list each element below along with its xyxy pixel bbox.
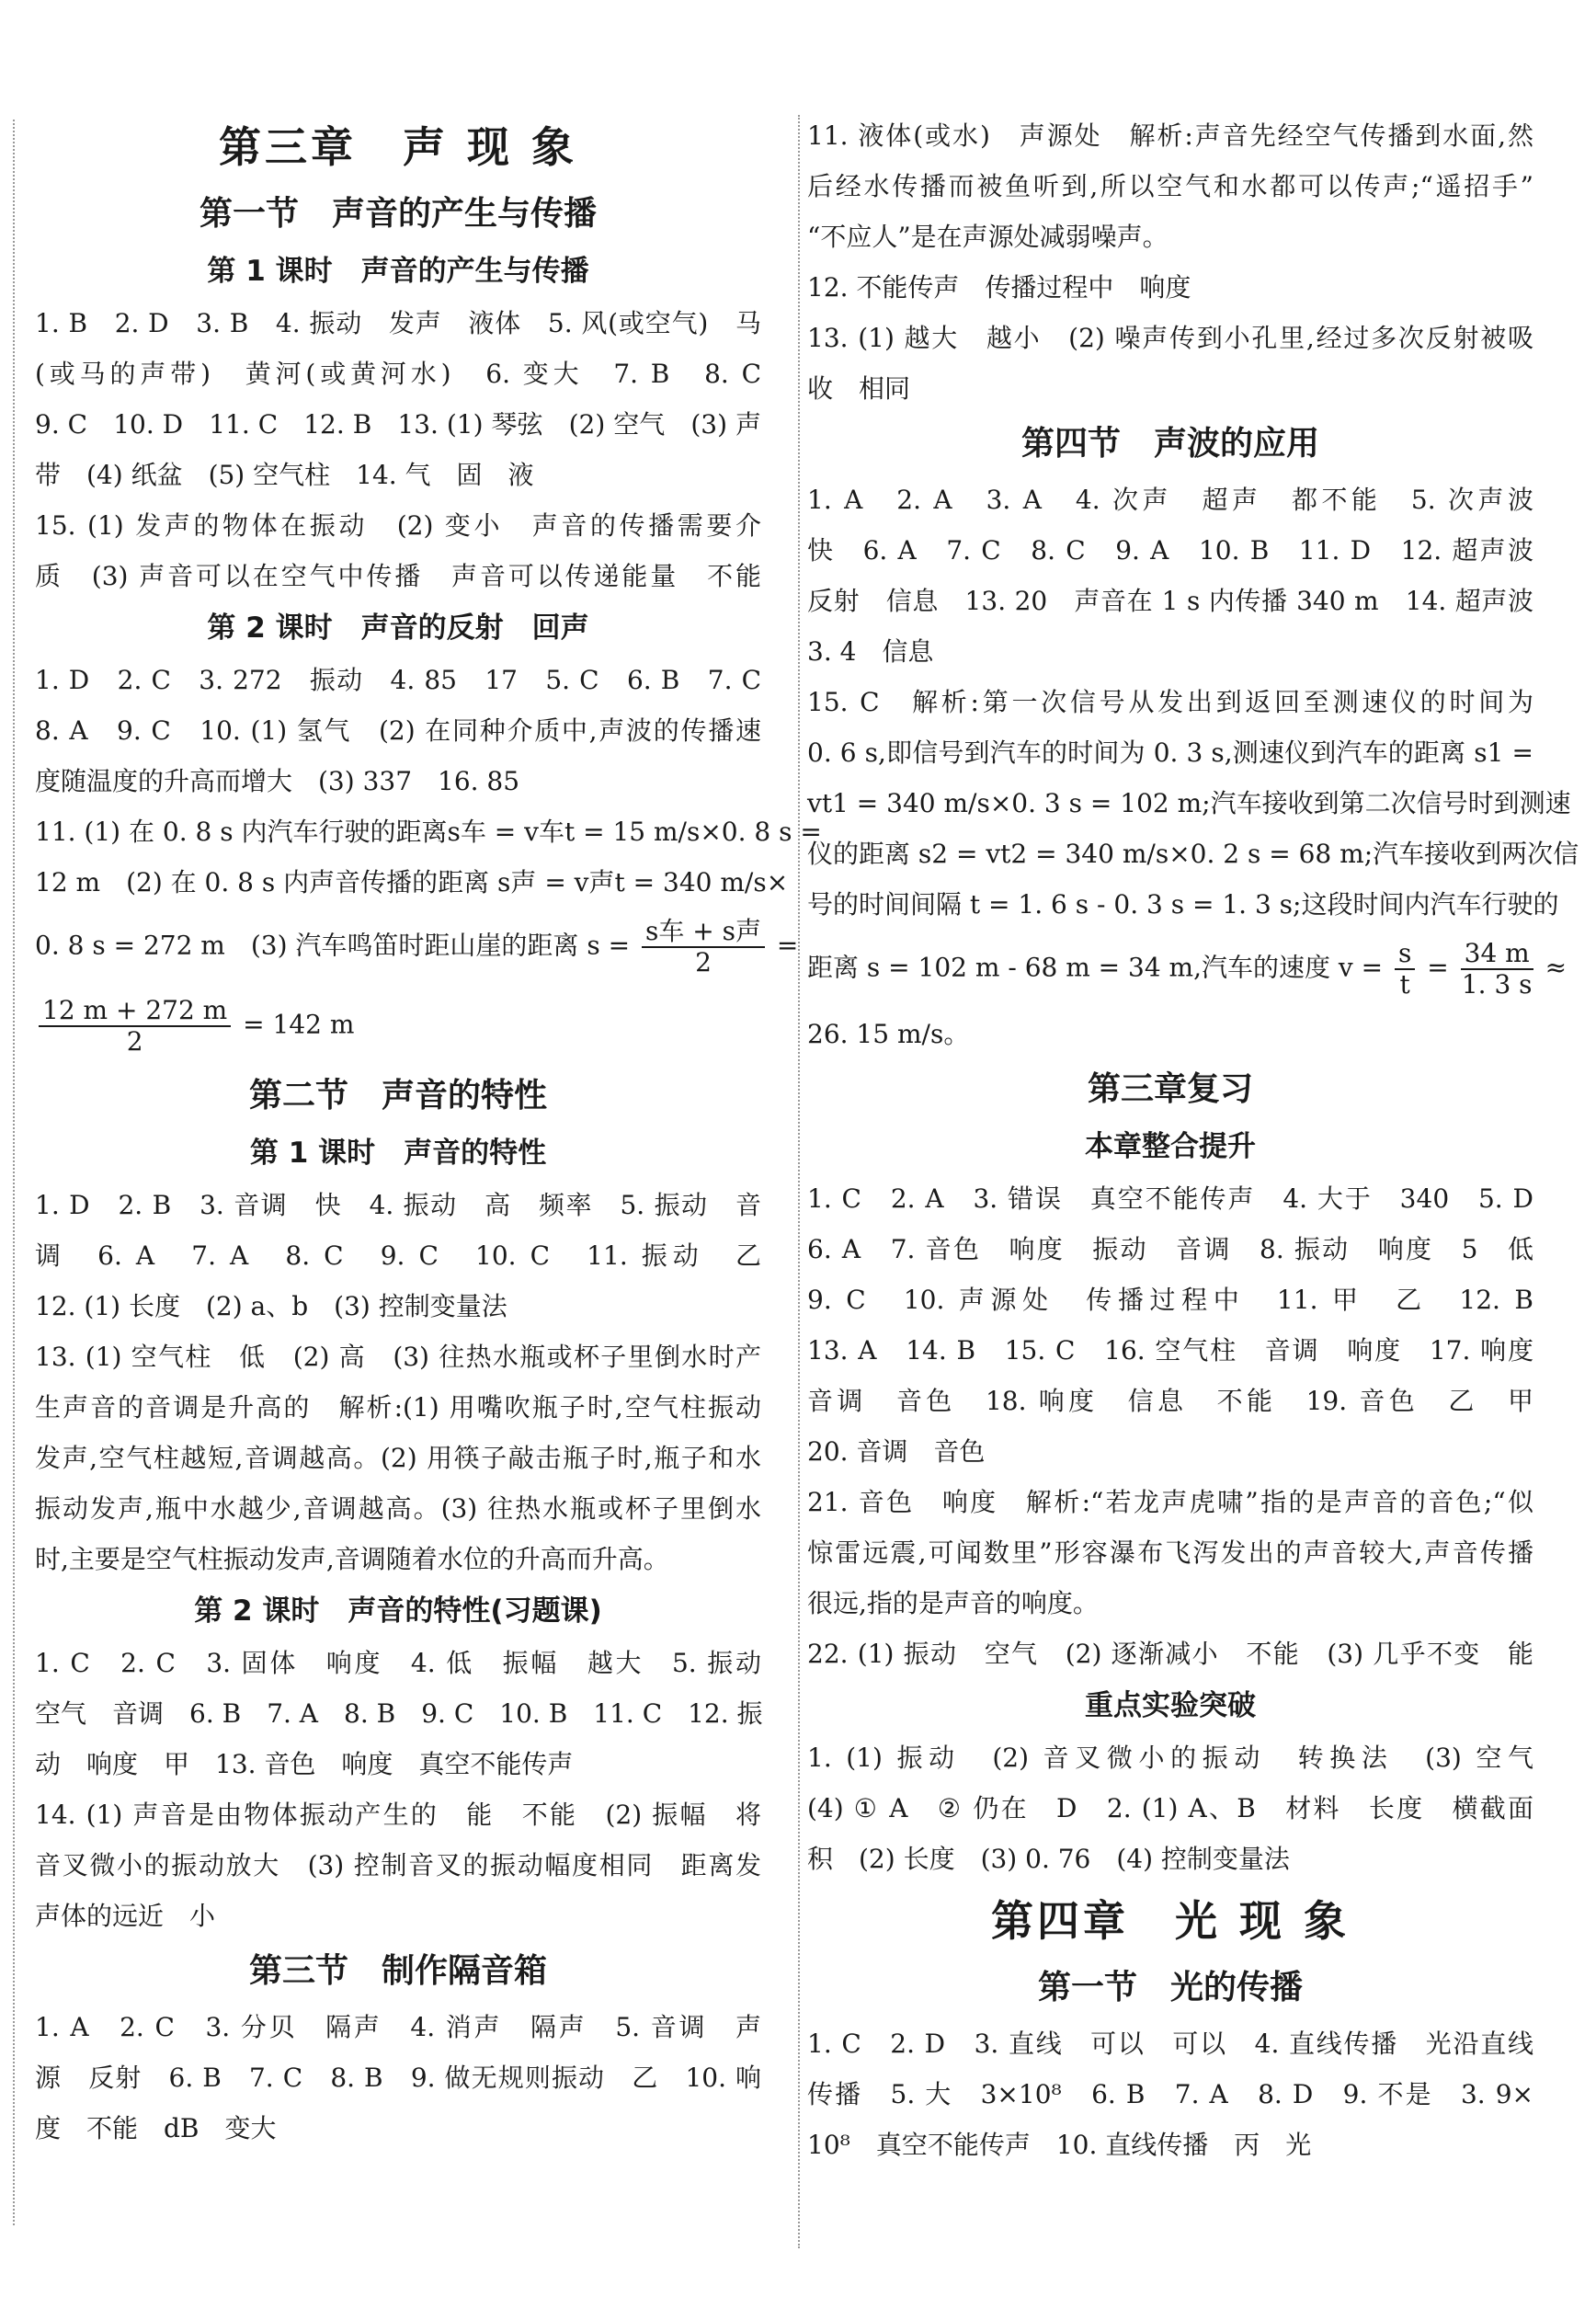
answer-line: 20. 音调 音色: [807, 1436, 986, 1467]
formula-line: [807, 930, 1568, 1009]
lesson-2-title: 第 2 课时 声音的反射 回声: [207, 611, 589, 645]
answer-line: vt1 = 340 m/s×0. 3 s = 102 m;汽车接收到第二次信号时到测速: [807, 788, 1571, 818]
right-column: [807, 110, 1579, 2170]
answer-line: 调 6. A 7. A 8. C 9. C 10. C 11. 振动 乙: [35, 1240, 761, 1271]
section-4-title: 第四节 声波的应用: [1020, 425, 1319, 463]
answer-line: 源 反射 6. B 7. C 8. B 9. 做无规则振动 乙 10. 响: [35, 2063, 761, 2093]
answer-line: (4) ① A ② 仍在 D 2. (1) A、B 材料 长度 横截面: [807, 1793, 1533, 1823]
answer-line: 1. D 2. B 3. 音调 快 4. 振动 高 频率 5. 振动 音: [35, 1190, 761, 1220]
answer-line: 度 不能 dB 变大: [35, 2113, 277, 2143]
review-integration-title: 本章整合提升: [1085, 1130, 1256, 1163]
answer-line: 8. A 9. C 10. (1) 氢气 (2) 在同种介质中,声波的传播速: [35, 715, 761, 746]
answer-line: 15. C 解析:第一次信号从发出到返回至测速仪的时间为: [807, 687, 1533, 717]
fraction-numerator: s车 + s声: [642, 917, 765, 948]
formula-line: [35, 908, 799, 987]
section-4-answers: [807, 474, 1579, 1059]
equals-sign: =: [1427, 952, 1449, 983]
answer-line: 传播 5. 大 3×10⁸ 6. B 7. A 8. D 9. 不是 3. 9×: [807, 2079, 1533, 2109]
lesson-2-answers: [35, 655, 822, 1066]
fraction: [642, 917, 765, 977]
answer-line: 22. (1) 振动 空气 (2) 逐渐减小 不能 (3) 几乎不变 能: [807, 1639, 1533, 1669]
section-1-title: 第一节 声音的产生与传播: [199, 195, 597, 233]
answer-line: 0. 6 s,即信号到汽车的时间为 0. 3 s,测速仪到汽车的距离 s1 =: [807, 737, 1533, 768]
q11-text: 11. (1) 在 0. 8 s 内汽车行驶的距离: [35, 817, 448, 847]
answer-line: 14. (1) 声音是由物体振动产生的 能 不能 (2) 振幅 将: [35, 1800, 761, 1830]
fraction: [39, 996, 231, 1057]
column-divider: [798, 115, 800, 2248]
fraction-numerator: 12 m + 272 m: [39, 996, 231, 1027]
chapter-4-section-1-answers: [807, 2018, 1533, 2170]
formula-text: 距离 s = 102 m - 68 m = 34 m,汽车的速度 v =: [807, 952, 1384, 983]
chapter-4-title: 第四章 光 现 象: [990, 1896, 1351, 1946]
answer-line: 1. C 2. D 3. 直线 可以 可以 4. 直线传播 光沿直线: [807, 2029, 1533, 2059]
q11-formula: s车 = v车t = 15 m/s×0. 8 s =: [447, 817, 822, 847]
answer-line: 6. A 7. 音色 响度 振动 音调 8. 振动 响度 5 低: [807, 1234, 1533, 1264]
answer-line: 反射 信息 13. 20 声音在 1 s 内传播 340 m 14. 超声波: [807, 586, 1533, 616]
section-2-lesson-1-title: 第 1 课时 声音的特性: [249, 1137, 547, 1170]
answer-line: 音调 音色 18. 响度 信息 不能 19. 音色 乙 甲: [807, 1386, 1533, 1416]
answer-line: 快 6. A 7. C 8. C 9. A 10. B 11. D 12. 超声波: [807, 535, 1533, 566]
answer-line: 1. B 2. D 3. B 4. 振动 发声 液体 5. 风(或空气) 马: [35, 308, 761, 338]
formula-result: = 142 m: [243, 1009, 355, 1040]
chapter-3-title: 第三章 声 现 象: [218, 122, 578, 172]
answer-line: 9. C 10. 声源处 传播过程中 11. 甲 乙 12. B: [807, 1285, 1533, 1315]
answer-line: 9. C 10. D 11. C 12. B 13. (1) 琴弦 (2) 空气 (3) 声: [35, 409, 761, 440]
answer-line: 发声,空气柱越短,音调越高。(2) 用筷子敲击瓶子时,瓶子和水: [35, 1443, 761, 1473]
fraction-numerator: s: [1395, 939, 1415, 970]
fraction: [1461, 939, 1533, 1000]
section-2-lesson-2-title: 第 2 课时 声音的特性(习题课): [194, 1594, 602, 1628]
equals-sign: =: [776, 930, 799, 961]
answer-line: 1. D 2. C 3. 272 振动 4. 85 17 5. C 6. B 7. C: [35, 665, 761, 695]
lesson-1-answers: [35, 298, 761, 601]
answer-line: “不应人”是在声源处减弱噪声。: [807, 222, 1168, 252]
answer-line: 1. (1) 振动 (2) 音叉微小的振动 转换法 (3) 空气: [807, 1743, 1533, 1773]
answer-line: 生声音的音调是升高的 解析:(1) 用嘴吹瓶子时,空气柱振动: [35, 1392, 761, 1423]
formula-text: 0. 8 s = 272 m (3) 汽车鸣笛时距山崖的距离 s =: [35, 930, 631, 961]
answer-line: 1. C 2. A 3. 错误 真空不能传声 4. 大于 340 5. D: [807, 1183, 1533, 1214]
answer-line: 13. A 14. B 15. C 16. 空气柱 音调 响度 17. 响度: [807, 1335, 1533, 1366]
answer-line: 12. 不能传声 传播过程中 响度: [807, 272, 1191, 303]
experiment-answers: [807, 1732, 1533, 1884]
answer-line: 12 m (2) 在 0. 8 s 内声音传播的距离 s声 = v声t = 340 m/s×: [35, 867, 789, 897]
answer-line: 11. 液体(或水) 声源处 解析:声音先经空气传播到水面,然: [807, 120, 1533, 151]
answer-line: 声体的远近 小: [35, 1901, 216, 1931]
answer-line: 仪的距离 s2 = vt2 = 340 m/s×0. 2 s = 68 m;汽车接收到两次信: [807, 839, 1579, 869]
answer-line: 13. (1) 空气柱 低 (2) 高 (3) 往热水瓶或杯子里倒水时产: [35, 1342, 761, 1372]
section-2-title: 第二节 声音的特性: [248, 1077, 547, 1114]
answer-line: 1. A 2. C 3. 分贝 隔声 4. 消声 隔声 5. 音调 声: [35, 2012, 761, 2042]
section-3-answers: [35, 2002, 761, 2154]
fraction-numerator: 34 m: [1461, 939, 1533, 970]
answer-line: 时,主要是空气柱振动发声,音调随着水位的升高而升高。: [35, 1544, 669, 1574]
answer-line: 质 (3) 声音可以在空气中传播 声音可以传递能量 不能: [35, 561, 761, 591]
answer-line: 带 (4) 纸盆 (5) 空气柱 14. 气 固 液: [35, 460, 534, 490]
answer-line: 26. 15 m/s。: [807, 1019, 970, 1049]
formula-line: [35, 987, 761, 1066]
section-2-lesson-2-answers: [35, 1638, 761, 1941]
answer-line: 很远,指的是声音的响度。: [807, 1588, 1099, 1618]
answer-line: 12. (1) 长度 (2) a、b (3) 控制变量法: [35, 1291, 507, 1321]
review-answers: [807, 1173, 1533, 1679]
answer-line: 度随温度的升高而增大 (3) 337 16. 85: [35, 766, 520, 796]
fraction-denominator: 1. 3 s: [1461, 969, 1533, 1000]
section-2-lesson-1-answers: [35, 1180, 761, 1584]
answer-line: (或马的声带) 黄河(或黄河水) 6. 变大 7. B 8. C: [35, 359, 761, 389]
fraction-denominator: t: [1399, 969, 1410, 1000]
answer-line: 3. 4 信息: [807, 636, 934, 667]
answer-line: 振动发声,瓶中水越少,音调越高。(3) 往热水瓶或杯子里倒水: [35, 1493, 761, 1524]
answer-line: 动 响度 甲 13. 音色 响度 真空不能传声: [35, 1749, 574, 1779]
fraction: [1395, 939, 1415, 1000]
left-column: [35, 110, 822, 2154]
answer-line: 积 (2) 长度 (3) 0. 76 (4) 控制变量法: [807, 1844, 1290, 1874]
section-3-title: 第三节 制作隔音箱: [248, 1952, 547, 1990]
answer-line: 1. C 2. C 3. 固体 响度 4. 低 振幅 越大 5. 振动: [35, 1648, 761, 1678]
answer-line: 惊雷远震,可闻数里”形容瀑布飞泻发出的声音较大,声音传播: [807, 1537, 1533, 1568]
answer-line: 21. 音色 响度 解析:“若龙声虎啸”指的是声音的音色;“似: [807, 1487, 1533, 1517]
approx-sign: ≈: [1545, 952, 1568, 983]
key-experiments-title: 重点实验突破: [1085, 1689, 1256, 1722]
answer-line: 13. (1) 越大 越小 (2) 噪声传到小孔里,经过多次反射被吸: [807, 323, 1533, 353]
left-margin-rule: [13, 120, 15, 2225]
fraction-denominator: 2: [695, 947, 712, 977]
answer-line: 音叉微小的振动放大 (3) 控制音叉的振动幅度相同 距离发: [35, 1850, 761, 1880]
answer-line: 10⁸ 真空不能传声 10. 直线传播 丙 光: [807, 2130, 1312, 2160]
answer-line: 号的时间间隔 t = 1. 6 s - 0. 3 s = 1. 3 s;这段时间内汽车行驶的: [807, 889, 1559, 920]
chapter-3-review-title: 第三章复习: [1087, 1070, 1253, 1108]
answer-line: 收 相同: [807, 373, 911, 404]
answer-line: 15. (1) 发声的物体在振动 (2) 变小 声音的传播需要介: [35, 510, 761, 541]
fraction-denominator: 2: [126, 1026, 143, 1057]
chapter-4-section-1-title: 第一节 光的传播: [1037, 1969, 1303, 2006]
answer-line: 后经水传播而被鱼听到,所以空气和水都可以传声;“遥招手”: [807, 171, 1533, 201]
answer-line: 空气 音调 6. B 7. A 8. B 9. C 10. B 11. C 12. 振: [35, 1698, 763, 1729]
section-3-continued-answers: [807, 110, 1533, 414]
answer-line: 1. A 2. A 3. A 4. 次声 超声 都不能 5. 次声波: [807, 485, 1533, 515]
lesson-1-title: 第 1 课时 声音的产生与传播: [207, 255, 589, 288]
answer-line: [35, 806, 822, 857]
